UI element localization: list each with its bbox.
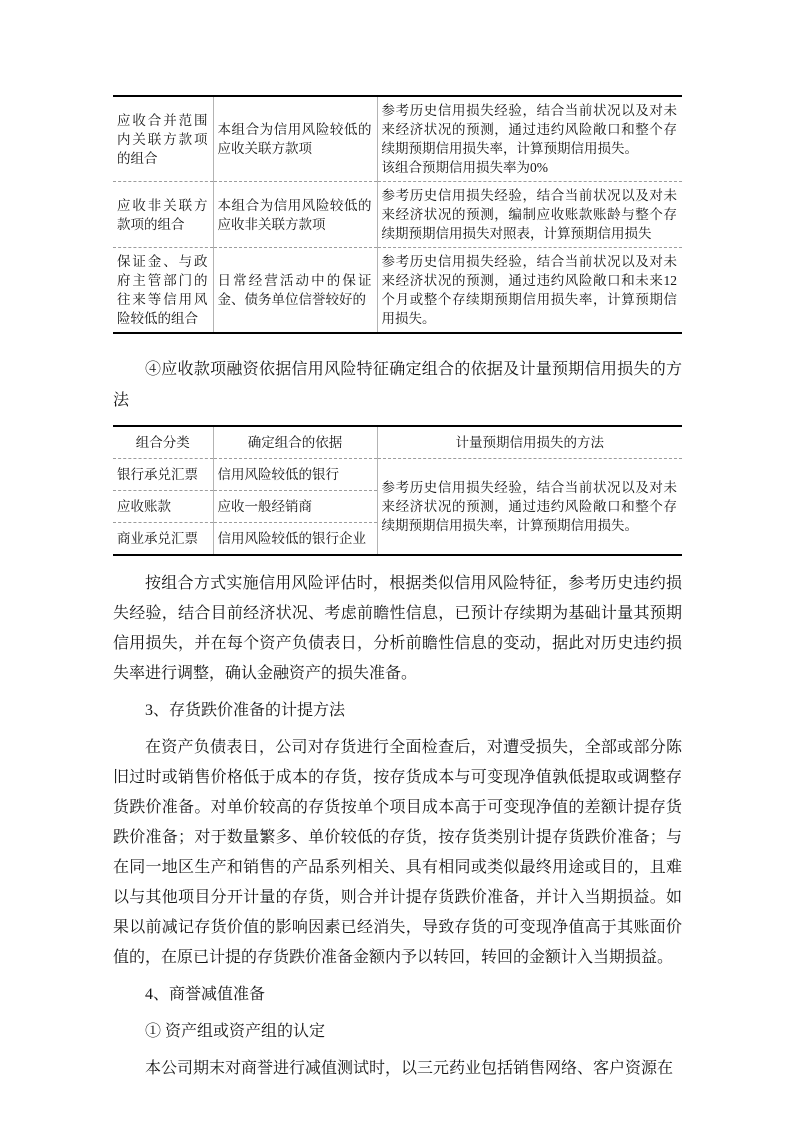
- portfolio-category-cell: 保证金、与政府主管部门的往来等信用风险较低的组合: [113, 248, 213, 334]
- category-cell: 银行承兑汇票: [113, 459, 213, 491]
- section-heading-goodwill: 4、商誉减值准备: [145, 986, 266, 1003]
- basis-cell: 信用风险较低的银行企业: [213, 523, 377, 556]
- portfolio-basis-cell: 本组合为信用风险较低的应收非关联方款项: [213, 182, 377, 248]
- table-row: [113, 182, 682, 248]
- portfolio-method-cell: 参考历史信用损失经验，结合当前状况以及对未来经济状况的预测，编制应收账款账龄与整个存续期预期信用损失对照表，计算预期信用损失: [377, 182, 682, 248]
- portfolio-category-cell: 应收合并范围内关联方款项的组合: [117, 112, 208, 166]
- column-header-basis: 确定组合的依据: [213, 426, 377, 459]
- portfolio-method-cell: 参考历史信用损失经验，结合当前状况以及对未来经济状况的预测，通过违约风险敞口和未来12个月或整个存续期预期信用损失率，计算预期信用损失。: [377, 248, 682, 334]
- portfolio-basis-cell: 日常经营活动中的保证金、债务单位信誉较好的: [213, 248, 377, 334]
- method-note: 该组合预期信用损失率为0%: [381, 160, 548, 175]
- receivables-financing-table: [113, 425, 682, 556]
- portfolio-category-cell: 应收非关联方款项的组合: [113, 182, 213, 248]
- merged-method-cell: 参考历史信用损失经验，结合当前状况以及对未来经济状况的预测，通过违约风险敞口和整个存续期预期信用损失率，计算预期信用损失。: [377, 459, 682, 556]
- subheading-asset-group: ① 资产组或资产组的认定: [145, 1023, 326, 1040]
- column-header-method: 计量预期信用损失的方法: [377, 426, 682, 459]
- credit-loss-portfolio-table: [113, 95, 682, 334]
- category-cell: 应收账款: [113, 491, 213, 523]
- receivables-financing-heading: ④应收款项融资依据信用风险特征确定组合的依据及计量预期信用损失的方法: [113, 361, 682, 409]
- table-header-row: [113, 426, 682, 459]
- portfolio-method-cell: [377, 96, 682, 182]
- section-heading-inventory: 3、存货跌价准备的计提方法: [145, 702, 346, 719]
- table-row: [113, 96, 682, 182]
- method-text: 参考历史信用损失经验，结合当前状况以及对未来经济状况的预测，通过违约风险敞口和整个存续期预期信用损失率，计算预期信用损失。: [381, 103, 677, 156]
- paragraph-goodwill-test: 本公司期末对商誉进行减值测试时，以三元药业包括销售网络、客户资源在: [145, 1060, 674, 1077]
- paragraph-inventory-provision: 在资产负债表日，公司对存货进行全面检查后，对遭受损失，全部或部分陈旧过时或销售价格低于成本的存货，按存货成本与可变现净值孰低提取或调整存货跌价准备。对单价较高的存货按单个项目成本高于可变现净值的差额计提存货跌价准备；对于数量繁多、单价较低的存货，按存货类别计提存货跌价准备；与在同一地区生产和销售的产品系列相关、具有相同或类似最终用途或目的，且难以与其他项目分开计量的存货，则合并计提存货跌价准备，并计入当期损益。如果以前减记存货价值的影响因素已经消失，导致存货的可变现净值高于其账面价值的，在原已计提的存货跌价准备金额内予以转回，转回的金额计入当期损益。: [113, 739, 682, 966]
- paragraph-credit-risk-assessment: 按组合方式实施信用风险评估时，根据类似信用风险特征，参考历史违约损失经验，结合目前经济状况、考虑前瞻性信息，已预计存续期为基础计量其预期信用损失，并在每个资产负债表日，分析前瞻性信息的变动，据此对历史违约损失率进行调整，确认金融资产的损失准备。: [113, 575, 682, 682]
- basis-cell: 信用风险较低的银行: [213, 459, 377, 491]
- table-row: [113, 248, 682, 334]
- portfolio-basis-cell: 本组合为信用风险较低的应收关联方款项: [213, 96, 377, 182]
- column-header-category: 组合分类: [135, 435, 190, 450]
- category-cell: 商业承兑汇票: [113, 523, 213, 556]
- basis-cell: 应收一般经销商: [213, 491, 377, 523]
- page-content: [113, 95, 682, 1089]
- table-row: [113, 459, 682, 491]
